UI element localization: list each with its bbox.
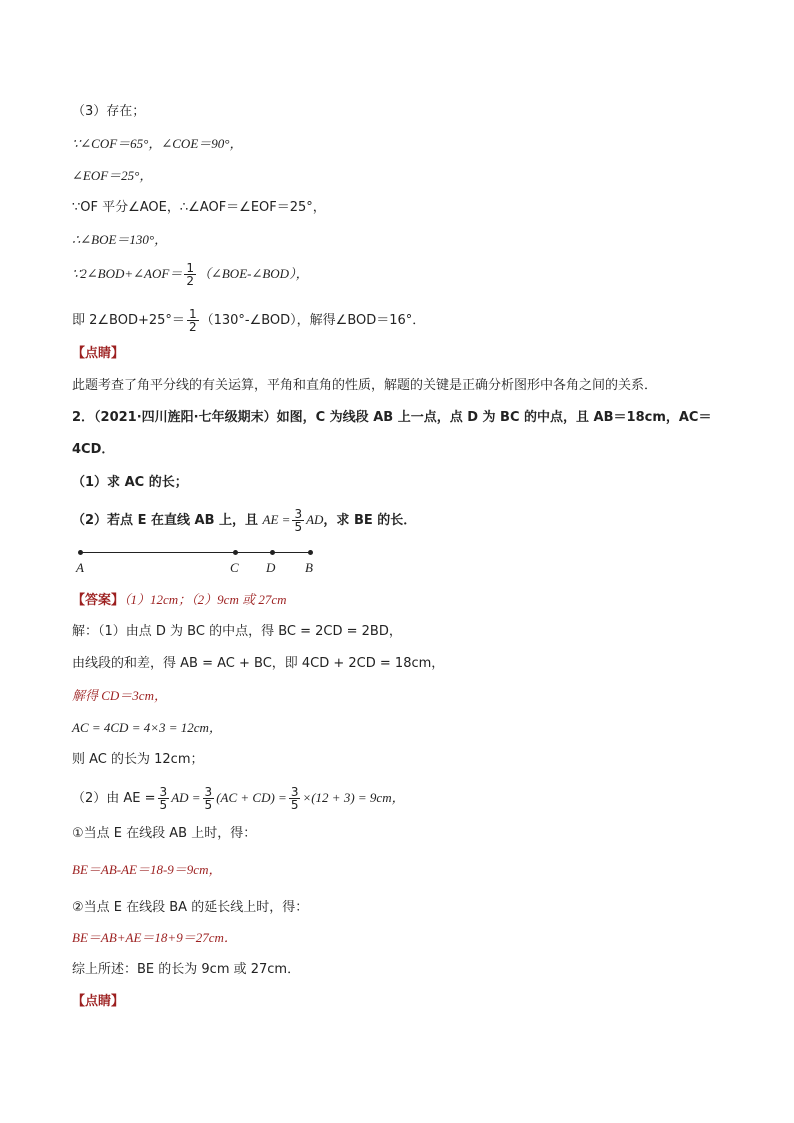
numerator: 3 — [290, 785, 299, 799]
question-title-cont: 4CD． — [72, 442, 115, 457]
answer-line — [72, 592, 287, 609]
denominator: 5 — [290, 798, 299, 812]
label-d: D — [266, 560, 276, 575]
fraction — [187, 308, 199, 333]
numerator: 3 — [294, 507, 303, 521]
numerator: 3 — [159, 785, 168, 799]
text: ，求 BE 的长． — [323, 513, 417, 528]
label-b: B — [305, 560, 313, 575]
denominator: 5 — [204, 798, 213, 812]
denominator: 5 — [294, 520, 303, 534]
point-a — [78, 550, 83, 555]
solution-line: ①当点 E 在线段 AB 上时，得： — [72, 826, 257, 841]
sub-question-1: （1）求 AC 的长； — [72, 475, 188, 490]
fraction — [184, 262, 196, 287]
text-line: ∠EOF＝25°， — [72, 168, 153, 183]
text: （∠BOE-∠BOD）， — [197, 266, 309, 281]
denominator: 2 — [186, 274, 194, 288]
text-line-fraction — [72, 262, 309, 287]
text-line: （3）存在； — [72, 104, 146, 119]
text-line: ∵OF 平分∠AOE，∴∠AOF＝∠EOF＝25°， — [72, 200, 326, 215]
text: (AC + CD) = — [216, 790, 287, 805]
solution-line: 综上所述：BE 的长为 9cm 或 27cm． — [72, 962, 301, 977]
text: （2）由 AE = — [72, 791, 156, 806]
numerator: 1 — [186, 261, 194, 275]
point-b — [308, 550, 313, 555]
text: 即 2∠BOD+25°＝ — [72, 313, 185, 328]
label-c: C — [230, 560, 239, 575]
numerator: 3 — [204, 785, 213, 799]
solution-line: AC = 4CD = 4×3 = 12cm， — [72, 720, 222, 735]
label-a: A — [76, 560, 84, 575]
section-label: 【点睛】 — [72, 994, 125, 1009]
tip-text: 此题考查了角平分线的有关运算，平角和直角的性质，解题的关键是正确分析图形中各角之间的关系． — [72, 378, 658, 393]
text: （130°-∠BOD），解得∠BOD＝16°． — [200, 313, 426, 328]
fraction — [292, 508, 304, 533]
solution-line: BE＝AB+AE＝18+9＝27cm． — [72, 930, 237, 945]
solution-line: 解得 CD＝3cm， — [72, 688, 167, 703]
formula: AD — [306, 512, 324, 527]
denominator: 2 — [188, 320, 197, 334]
point-d — [270, 550, 275, 555]
sub-question-2 — [72, 508, 416, 533]
answer-label: 【答案】 — [72, 593, 125, 608]
solution-line-fraction — [72, 786, 405, 811]
text: （2）若点 E 在直线 AB 上，且 — [72, 513, 258, 528]
text-line: ∴∠BOE＝130°， — [72, 232, 168, 247]
segment-line — [80, 552, 311, 553]
text: ×(12 + 3) = 9cm， — [302, 790, 405, 805]
numerator: 1 — [188, 307, 197, 321]
fraction — [158, 786, 170, 811]
text: ∵2∠BOD+∠AOF＝ — [72, 266, 183, 281]
solution-line: 则 AC 的长为 12cm； — [72, 752, 204, 767]
denominator: 5 — [159, 798, 168, 812]
formula: AE = — [262, 512, 291, 527]
text-line: ∵∠COF＝65°，∠COE＝90°， — [72, 136, 243, 151]
solution-line: 解：（1）由点 D 为 BC 的中点，得 BC = 2CD = 2BD， — [72, 624, 402, 639]
answer-text: （1）12cm；（2）9cm 或 27cm — [124, 592, 287, 607]
solution-line: ②当点 E 在线段 BA 的延长线上时，得： — [72, 900, 309, 915]
solution-line: 由线段的和差，得 AB = AC + BC，即 4CD + 2CD = 18cm， — [72, 656, 445, 671]
text-line-fraction — [72, 308, 425, 333]
section-label: 【点睛】 — [72, 346, 125, 361]
fraction — [289, 786, 301, 811]
solution-line: BE＝AB-AE＝18-9＝9cm， — [72, 862, 222, 877]
question-title: 2．（2021·四川旌阳·七年级期末）如图，C 为线段 AB 上一点，点 D 为 BC 的中点，且 AB＝18cm，AC＝ — [72, 410, 712, 425]
point-c — [233, 550, 238, 555]
fraction — [203, 786, 215, 811]
text: AD = — [171, 790, 201, 805]
segment-figure — [76, 552, 313, 576]
